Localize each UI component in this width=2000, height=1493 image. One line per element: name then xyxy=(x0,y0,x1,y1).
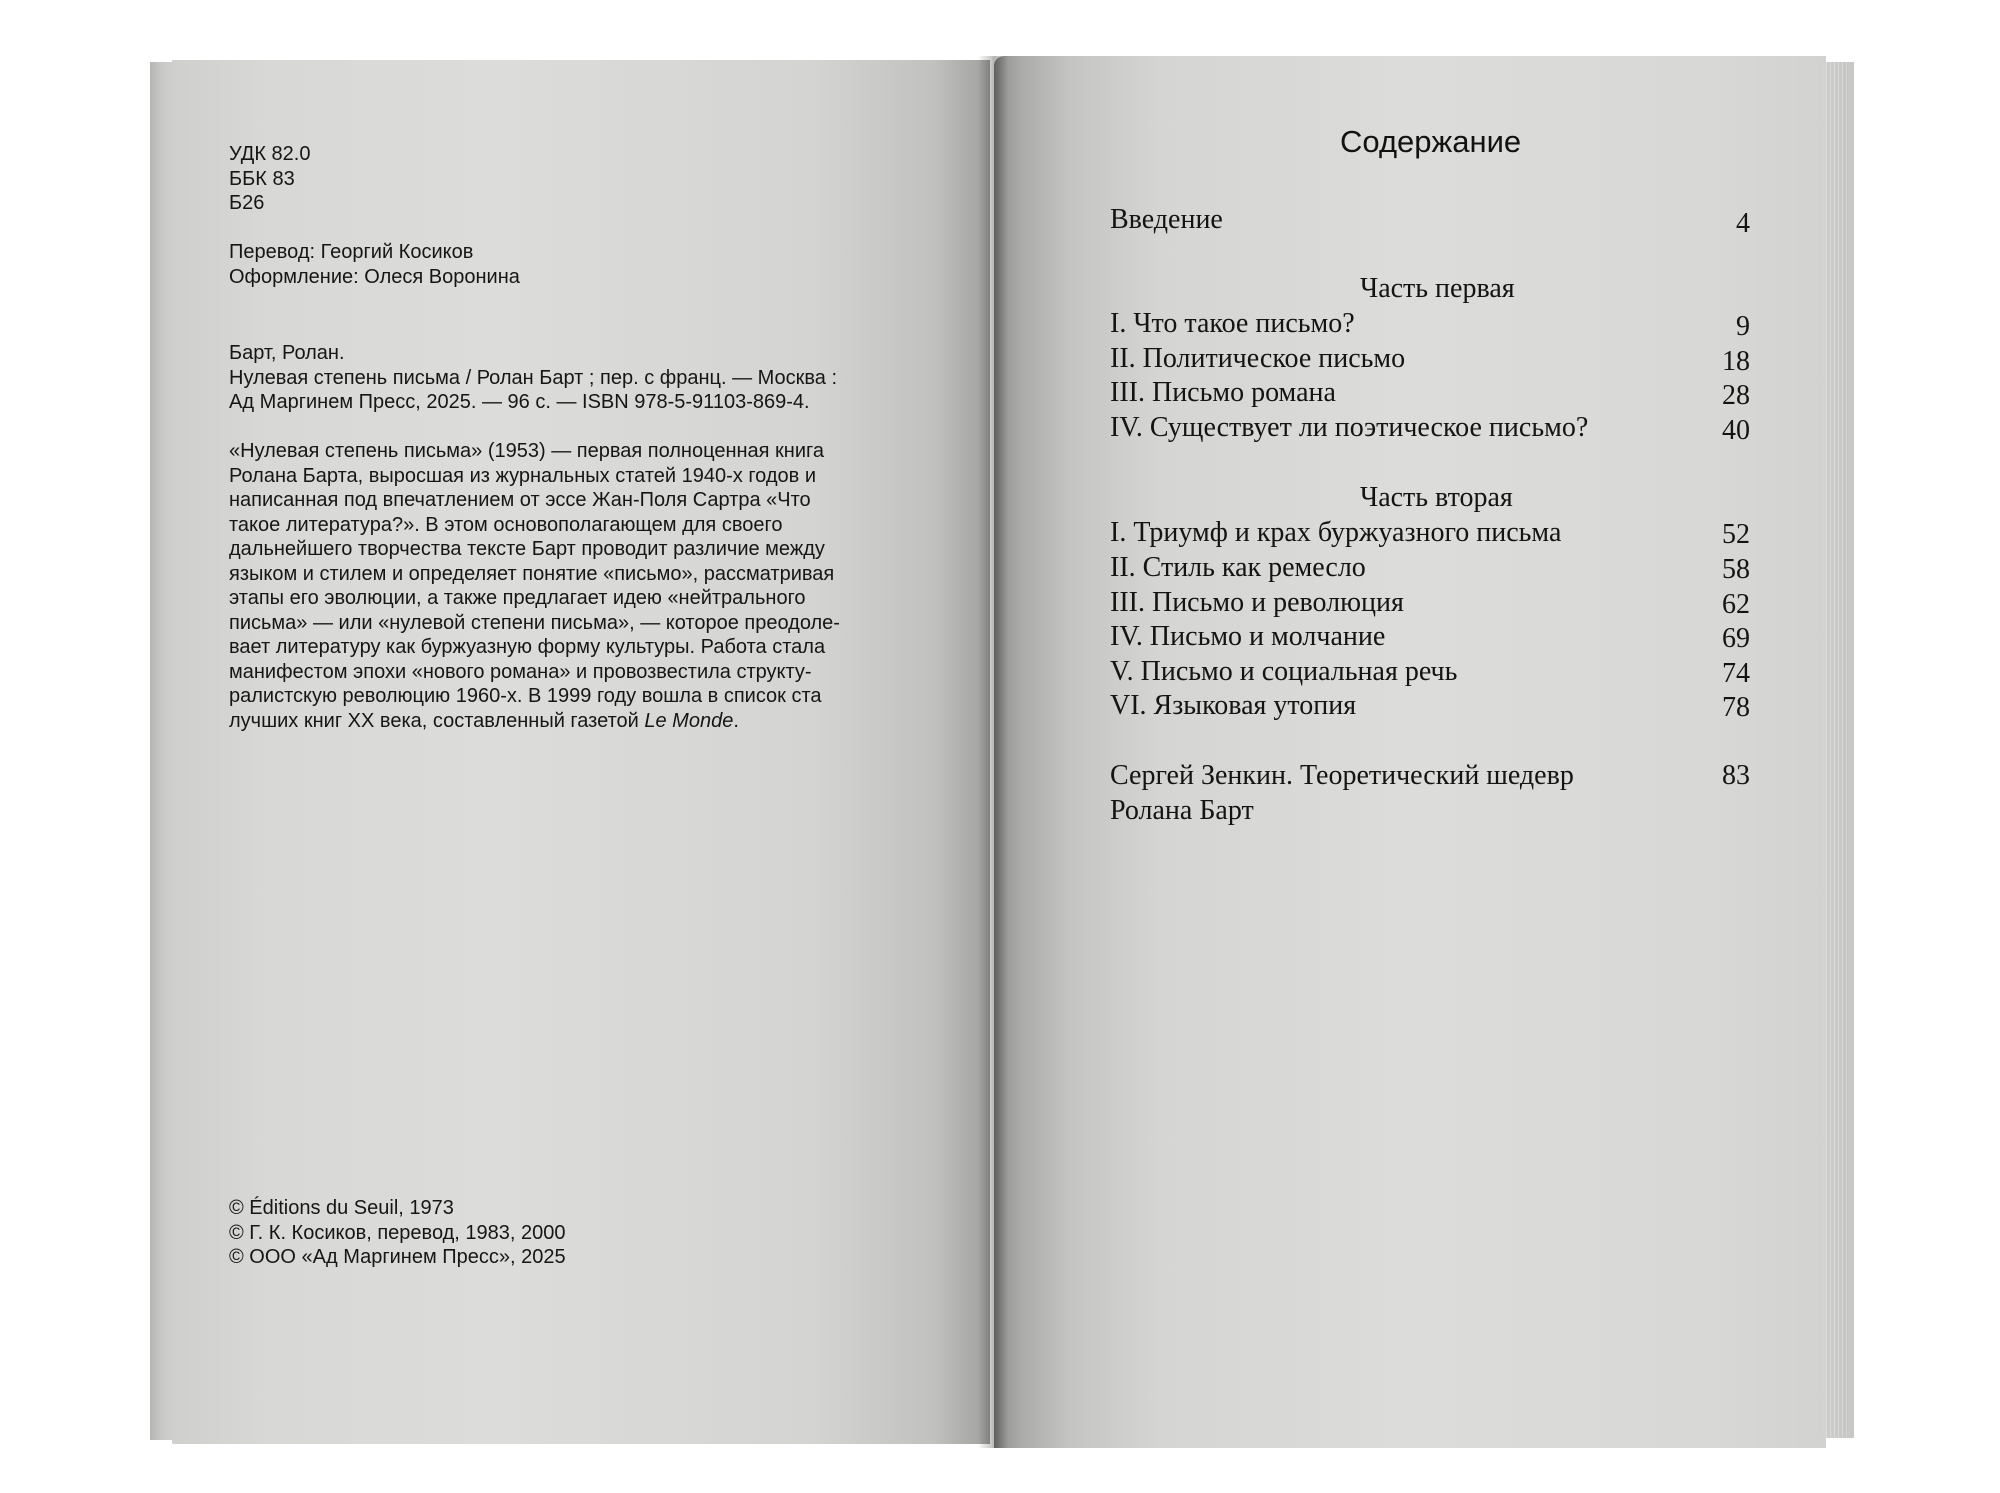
toc-page-number: 83 xyxy=(1722,760,1750,791)
toc-page-number: 28 xyxy=(1722,380,1750,411)
toc-title: Содержание xyxy=(1340,124,1522,159)
bibliographic-record xyxy=(229,341,837,415)
toc-part-heading: Часть вторая xyxy=(1360,482,1513,513)
annotation-line: такое литература?». В этом основополагающем для своего xyxy=(229,513,783,536)
toc-page-number: 18 xyxy=(1722,346,1750,377)
toc-entry: V. Письмо и социальная речь xyxy=(1110,656,1458,687)
annotation-line: Ролана Барта, выросшая из журнальных статей 1940-х годов и xyxy=(229,464,817,487)
annotation-line: вает литературу как буржуазную форму культуры. Работа стала xyxy=(229,636,826,658)
toc-page-number: 78 xyxy=(1722,692,1750,723)
toc-entry-afterword-cont: Ролана Барт xyxy=(1110,795,1254,826)
toc-entry: I. Триумф и крах буржуазного письма xyxy=(1110,517,1562,548)
toc-entry-intro: Введение xyxy=(1110,204,1223,235)
annotation-line: языком и стилем и определяет понятие «письмо», рассматривая xyxy=(229,562,835,585)
annotation-line: этапы его эволюции, а также предлагает идею «нейтрального xyxy=(229,587,806,609)
toc-entry-afterword: Сергей Зенкин. Теоретический шедевр xyxy=(1110,760,1574,791)
copyright-block xyxy=(229,1196,566,1270)
copyright-line: © ООО «Ад Маргинем Пресс», 2025 xyxy=(229,1246,566,1268)
annotation-period: . xyxy=(733,709,739,732)
toc-entry: III. Письмо и революция xyxy=(1110,587,1404,618)
book-spine-gutter xyxy=(978,56,1008,1448)
annotation-line: письма» — или «нулевой степени письма», — которое преодоле- xyxy=(229,611,840,634)
toc-entry: II. Политическое письмо xyxy=(1110,343,1406,374)
author-mark: Б26 xyxy=(229,192,265,214)
bib-line: Ад Маргинем Пресс, 2025. — 96 с. — ISBN 978-5-91103-869-4. xyxy=(229,391,810,413)
bbk-code: ББК 83 xyxy=(229,167,295,190)
toc-page-number: 69 xyxy=(1722,623,1750,654)
toc-part-heading: Часть первая xyxy=(1360,273,1515,304)
toc-entry: III. Письмо романа xyxy=(1110,377,1336,408)
toc-page-number: 52 xyxy=(1722,519,1750,550)
toc-page-number: 9 xyxy=(1736,311,1750,342)
toc-page-number: 62 xyxy=(1722,589,1750,620)
annotation-line: «Нулевая степень письма» (1953) — первая полноценная книга xyxy=(229,440,824,462)
annotation-line: манифестом эпохи «нового романа» и провозвестила структу- xyxy=(229,660,812,683)
annotation-line: написанная под впечатлением от эссе Жан-Поля Сартра «Что xyxy=(229,489,811,511)
toc-entry: IV. Письмо и молчание xyxy=(1110,621,1386,652)
annotation-line: дальнейшего творчества тексте Барт проводит различие между xyxy=(229,538,825,560)
classification-codes xyxy=(229,142,310,216)
udk-code: УДК 82.0 xyxy=(229,143,311,165)
newspaper-name: Le Monde xyxy=(644,709,734,732)
toc-page-number: 74 xyxy=(1722,658,1750,689)
toc-page-number: 4 xyxy=(1736,208,1750,239)
copyright-line: © Г. К. Косиков, перевод, 1983, 2000 xyxy=(229,1221,566,1244)
toc-entry: II. Стиль как ремесло xyxy=(1110,552,1366,583)
toc-entry: I. Что такое письмо? xyxy=(1110,308,1355,339)
bib-line: Барт, Ролан. xyxy=(229,342,345,364)
design-credit: Оформление: Олеся Воронина xyxy=(229,265,520,288)
copyright-line: © Éditions du Seuil, 1973 xyxy=(229,1197,454,1219)
bib-line: Нулевая степень письма / Ролан Барт ; пер. с франц. — Москва : xyxy=(229,366,838,389)
translator-credit: Перевод: Георгий Косиков xyxy=(229,241,474,263)
toc-page-number: 40 xyxy=(1722,415,1750,446)
toc-entry: VI. Языковая утопия xyxy=(1110,690,1357,721)
page-edge-texture xyxy=(1826,62,1848,1438)
annotation-line-last xyxy=(229,709,840,734)
toc-entry: IV. Существует ли поэтическое письмо? xyxy=(1110,412,1589,443)
toc-page-number: 58 xyxy=(1722,554,1750,585)
annotation-text: лучших книг XX века, составленный газетой xyxy=(229,709,645,732)
annotation xyxy=(229,439,840,733)
right-page xyxy=(994,56,1826,1448)
annotation-line: ралистскую революцию 1960-х. В 1999 году вошла в список ста xyxy=(229,685,822,707)
credits xyxy=(229,240,520,289)
